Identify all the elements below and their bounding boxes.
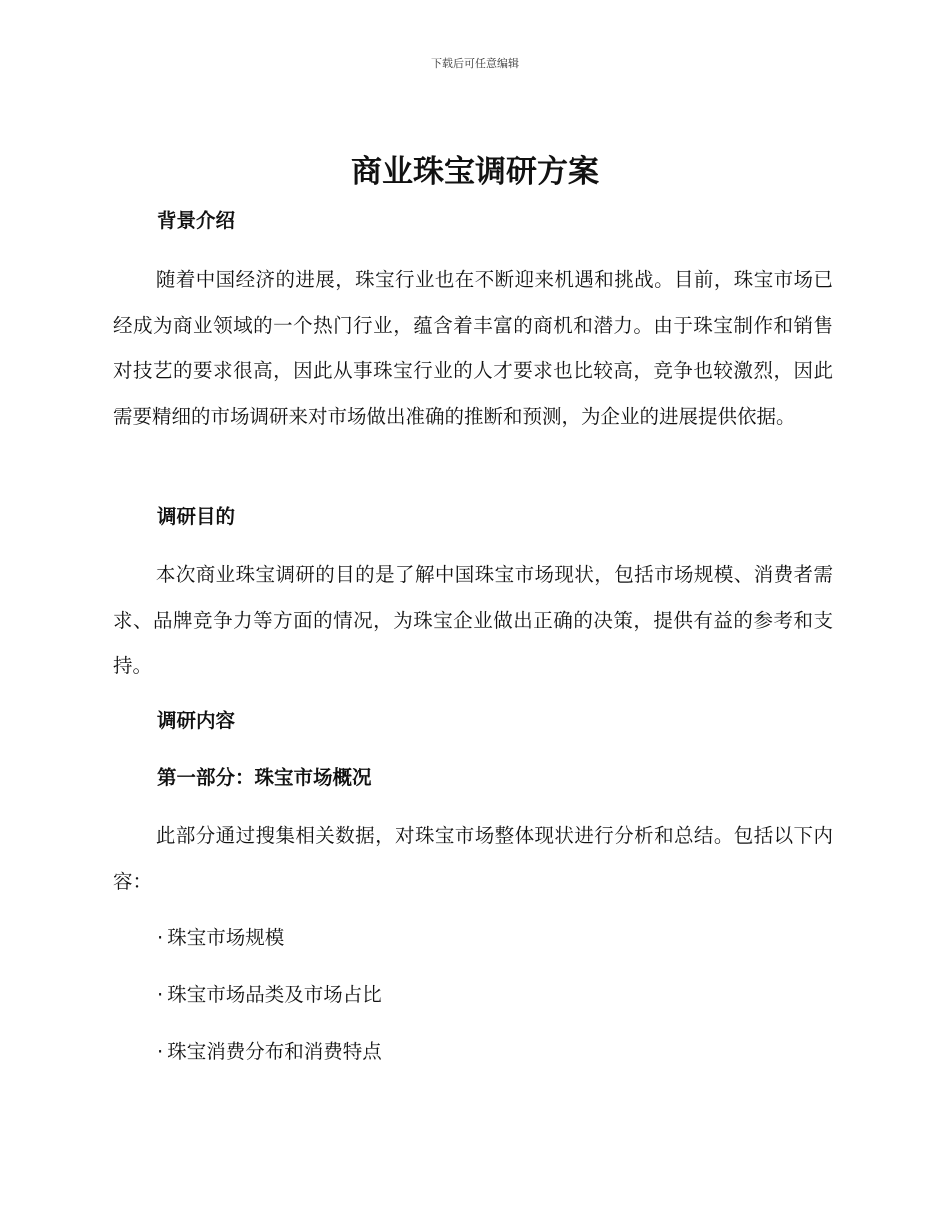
header-note: 下载后可任意编辑 [431, 57, 519, 70]
paragraph-background: 随着中国经济的进展，珠宝行业也在不断迎来机遇和挑战。目前，珠宝市场已经成为商业领域的一个热门行业，蕴含着丰富的商机和潜力。由于珠宝制作和销售对技艺的要求很高，因此从事珠宝行业的人才要求也比较高，竞争也较激烈，因此需要精细的市场调研来对市场做出准确的推断和预测，为企业的进展提供依据。 [113, 268, 833, 428]
paragraph-part1: 此部分通过搜集相关数据，对珠宝市场整体现状进行分析和总结。包括以下内容： [113, 824, 833, 893]
paragraph-purpose: 本次商业珠宝调研的目的是了解中国珠宝市场现状，包括市场规模、消费者需求、品牌竞争力等方面的情况，为珠宝企业做出正确的决策，提供有益的参考和支持。 [113, 563, 833, 677]
list-item-text: 珠宝市场规模 [167, 926, 285, 949]
document-title: 商业珠宝调研方案 [351, 154, 599, 190]
list-item [157, 1038, 382, 1066]
list-item-text: 珠宝消费分布和消费特点 [167, 1040, 382, 1063]
bullet-marker: · [157, 1040, 164, 1063]
bullet-marker: · [157, 983, 164, 1006]
heading-part1: 第一部分：珠宝市场概况 [157, 766, 372, 789]
heading-purpose: 调研目的 [157, 505, 236, 528]
list-item-text: 珠宝市场品类及市场占比 [167, 983, 382, 1006]
list-item [157, 924, 284, 952]
bullet-marker: · [157, 926, 164, 949]
list-item [157, 981, 382, 1009]
heading-background: 背景介绍 [157, 209, 236, 232]
heading-content: 调研内容 [157, 709, 236, 732]
